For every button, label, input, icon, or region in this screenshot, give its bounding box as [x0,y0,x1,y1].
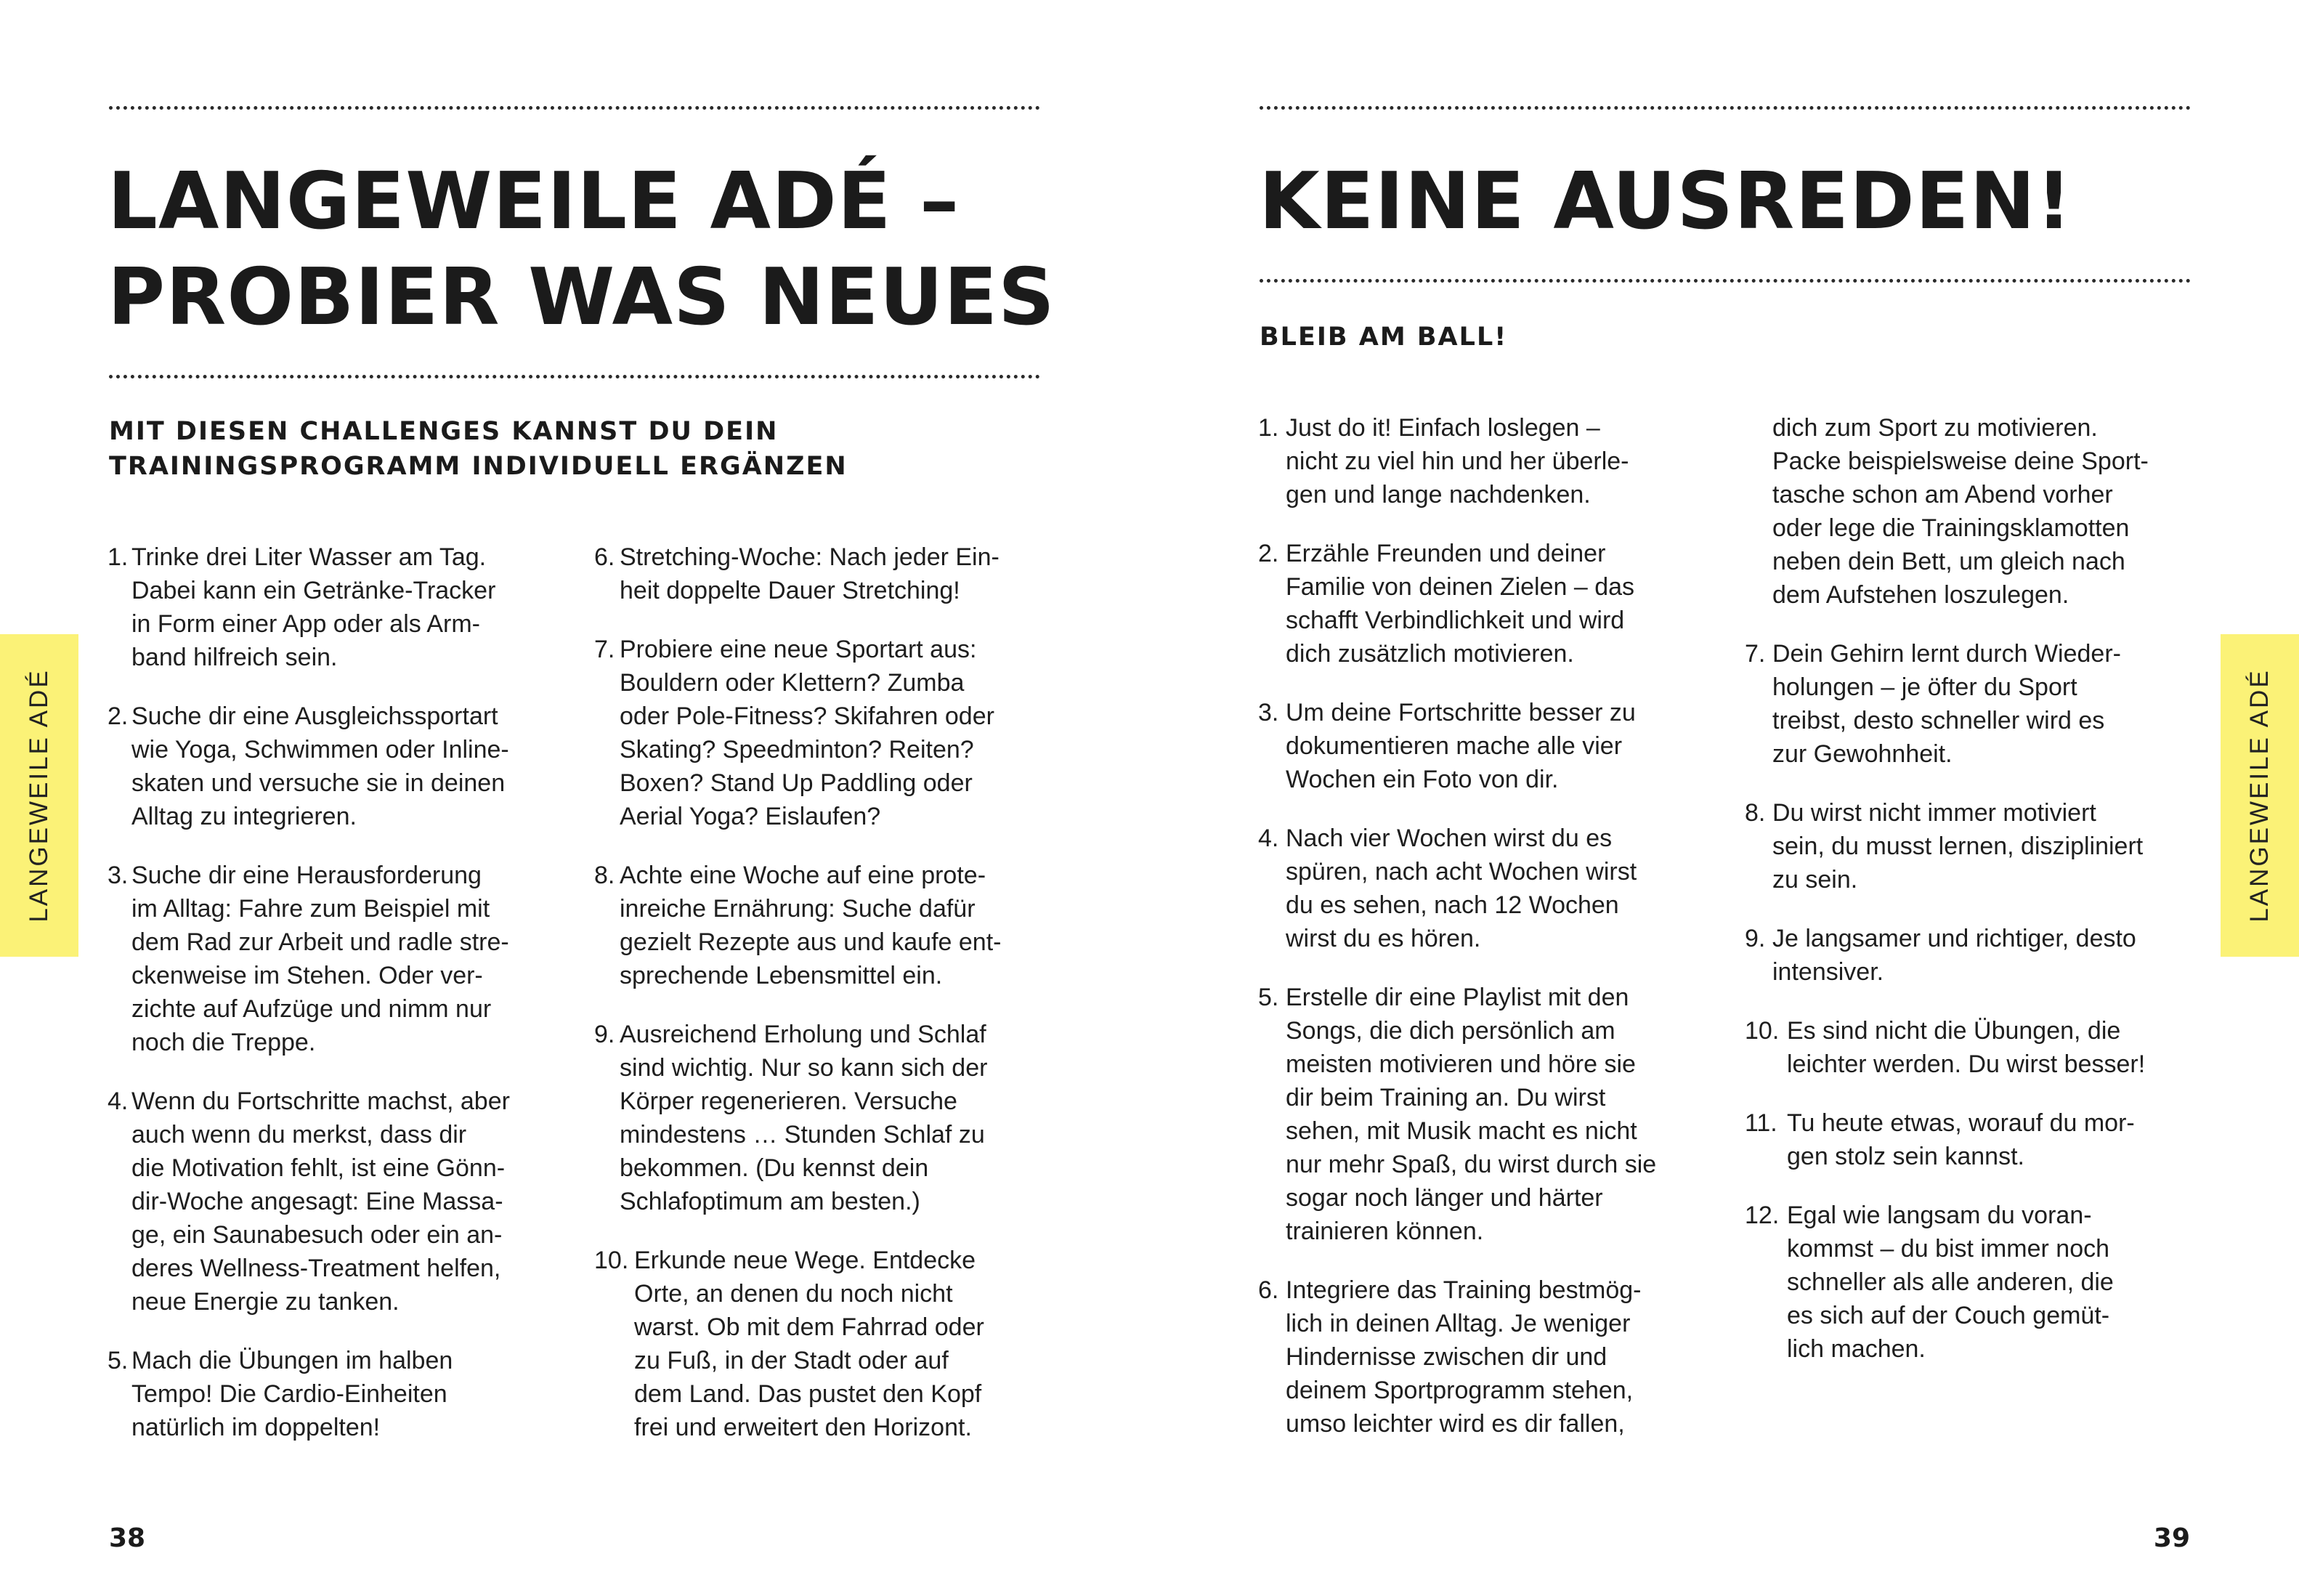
item-number: 2. [108,702,129,730]
page-number-left: 38 [109,1523,146,1553]
list-item [1745,1199,2210,1366]
item-text: Dein Gehirn lernt durch Wieder- holungen – je öfter du Sport treibst, desto schneller wird es zur Gewohnheit. [1772,640,2121,768]
item-number: 8. [594,862,615,889]
side-tab-label: LANGEWEILE ADÉ [25,668,53,923]
list-item [594,1018,1059,1218]
item-text: Trinke drei Liter Wasser am Tag. Dabei kann ein Getränke-Tracker in Form einer App oder als Arm- band hilfreich sein. [131,543,496,671]
page-title-left [108,154,1055,346]
item-text: Suche dir eine Herausforderung im Alltag: Fahre zum Beispiel mit dem Rad zur Arbeit und radle stre- ckenweise im Stehen. Oder ver- zichte auf Aufzüge und nimm nur noch die Treppe. [131,862,509,1056]
item-text: Egal wie langsam du voran- kommst – du bist immer noch schneller als alle anderen, die es sich auf der Couch gemüt- lich machen. [1787,1202,2114,1363]
item-number [1745,411,1772,612]
side-tab-right [2221,634,2299,957]
item-number: 9. [1745,925,1766,952]
challenge-list-col-2 [594,540,1059,1470]
item-text: Stretching-Woche: Nach jeder Ein- heit doppelte Dauer Stretching! [620,543,1000,604]
list-item [1258,696,1723,796]
page-number-right: 39 [2153,1523,2190,1553]
title-line-1: LANGEWEILE ADÉ – [108,156,960,247]
list-item [1258,537,1723,671]
item-number: 8. [1745,799,1766,827]
item-text: Probiere eine neue Sportart aus: Bouldern oder Klettern? Zumba oder Pole-Fitness? Skifahren oder Skating? Speedminton? Reiten? Boxen? Stand Up Paddling oder Aerial Yoga? Eislaufen? [620,636,994,830]
title-dotted-rule-right [1260,279,2191,283]
list-item [594,540,1059,607]
list-item [1745,796,2210,896]
list-item [108,859,565,1059]
item-number: 5. [1258,984,1279,1011]
list-item [1258,411,1723,511]
item-text: Es sind nicht die Übungen, die leichter werden. Du wirst besser! [1787,1017,2146,1078]
list-item [1745,1106,2210,1173]
item-number: 4. [108,1087,129,1115]
item-text: Ausreichend Erholung und Schlaf sind wichtig. Nur so kann sich der Körper regenerieren. Versuche mindestens … Stunden Schlaf zu bekommen. (Du kennst dein Schlafoptimum am besten.) [620,1021,988,1215]
item-number: 1. [108,543,129,571]
item-number: 5. [108,1347,129,1374]
item-number: 10. [1745,1017,1780,1045]
subtitle-line-1: MIT DIESEN CHALLENGES KANNST DU DEIN [109,417,779,446]
list-item [108,1085,565,1318]
item-text: Erzähle Freunden und deiner Familie von deinen Zielen – das schafft Verbindlichkeit und wird dich zusätzlich motivieren. [1286,540,1635,668]
item-text: Integriere das Training bestmög- lich in deinen Alltag. Je weniger Hindernisse zwischen dir und deinem Sportprogramm stehen, umso leichter wird es dir fallen, [1286,1276,1642,1438]
item-text: Just do it! Einfach loslegen – nicht zu viel hin und her überle- gen und lange nachdenken. [1286,414,1629,509]
top-dotted-rule-left [109,106,1040,110]
item-number: 11. [1745,1109,1777,1137]
subtitle-line-2: TRAININGSPROGRAMM INDIVIDUELL ERGÄNZEN [109,452,848,481]
item-text: Erkunde neue Wege. Entdecke Orte, an denen du noch nicht warst. Ob mit dem Fahrrad oder zu Fuß, in der Stadt oder auf dem Land. Das pustet den Kopf frei und erweitert den Horizont. [634,1247,984,1441]
item-number: 9. [594,1021,615,1048]
list-item-continuation [1745,411,2210,612]
item-number: 3. [1258,699,1279,726]
subtitle-left [109,414,848,484]
list-item [1745,922,2210,989]
side-tab-label: LANGEWEILE ADÉ [2245,668,2274,923]
tips-list-col-1 [1258,411,1723,1466]
item-number: 6. [1258,1276,1279,1304]
item-number: 6. [594,543,615,571]
subtitle-right: BLEIB AM BALL! [1260,323,1508,352]
item-text: Um deine Fortschritte besser zu dokumentieren mache alle vier Wochen ein Foto von dir. [1286,699,1636,793]
title-dotted-rule-left [109,375,1040,378]
item-number: 12. [1745,1202,1780,1229]
page-title-right: KEINE AUSREDEN! [1259,156,2073,247]
item-text: Erstelle dir eine Playlist mit den Songs, die dich persönlich am meisten motivieren und höre sie dir beim Training an. Du wirst sehen, mit Musik macht es nicht nur mehr Spaß, du wirst durch sie sogar noch länger und härter trainieren können. [1286,984,1657,1245]
item-number: 2. [1258,540,1279,567]
list-item [1258,1273,1723,1441]
list-item [108,700,565,833]
item-number: 7. [1745,640,1766,668]
item-number: 4. [1258,825,1279,852]
item-text: Suche dir eine Ausgleichssportart wie Yoga, Schwimmen oder Inline- skaten und versuche sie in deinen Alltag zu integrieren. [131,702,509,830]
list-item [594,1244,1059,1444]
item-number: 3. [108,862,129,889]
list-item [1745,637,2210,771]
item-text: Je langsamer und richtiger, desto intensiver. [1772,925,2136,986]
item-text: Nach vier Wochen wirst du es spüren, nach acht Wochen wirst du es sehen, nach 12 Wochen wirst du es hören. [1286,825,1637,952]
list-item [594,859,1059,992]
item-number: 1. [1258,414,1279,442]
item-text: Achte eine Woche auf eine prote- inreiche Ernährung: Suche dafür gezielt Rezepte aus und kaufe ent- sprechende Lebensmittel ein. [620,862,1002,989]
list-item [108,540,565,674]
side-tab-left [0,634,78,957]
item-text: Tu heute etwas, worauf du mor- gen stolz sein kannst. [1787,1109,2135,1170]
item-text: Wenn du Fortschritte machst, aber auch wenn du merkst, dass dir die Motivation fehlt, ist eine Gönn- dir-Woche angesagt: Eine Massa- ge, ein Saunabesuch oder ein an- deres Wellness-Treatment helfen, neue Energie zu tanken. [131,1087,510,1316]
list-item [1258,981,1723,1248]
list-item [1745,1014,2210,1081]
item-number: 7. [594,636,615,663]
item-text: Mach die Übungen im halben Tempo! Die Cardio-Einheiten natürlich im doppelten! [131,1347,453,1441]
item-text: dich zum Sport zu motivieren. Packe beispielsweise deine Sport- tasche schon am Abend vorher oder lege die Trainingsklamotten neben dein Bett, um gleich nach dem Aufstehen loszulegen. [1772,414,2149,609]
title-line-2: PROBIER WAS NEUES [108,252,1055,343]
list-item [1258,822,1723,955]
item-number: 10. [594,1247,629,1274]
item-text: Du wirst nicht immer motiviert sein, du musst lernen, diszipliniert zu sein. [1772,799,2144,894]
top-dotted-rule-right [1260,106,2191,110]
list-item [594,633,1059,833]
tips-list-col-2 [1745,411,2210,1391]
list-item [108,1344,565,1444]
challenge-list-col-1 [108,540,565,1470]
